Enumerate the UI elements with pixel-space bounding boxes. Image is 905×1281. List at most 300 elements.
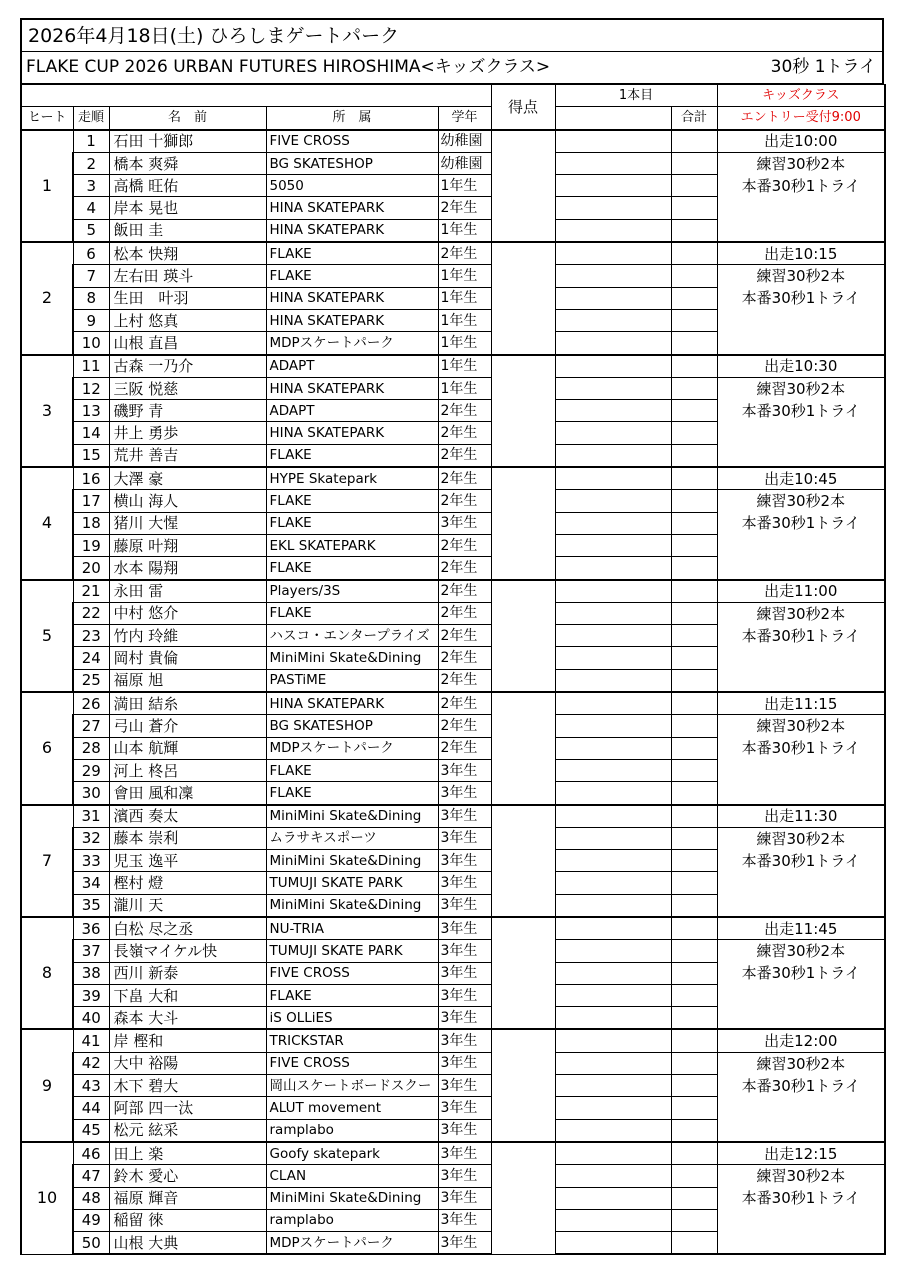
- heat-main-info: 本番30秒1トライ: [717, 1187, 885, 1209]
- rider-grade: 3年生: [438, 1075, 491, 1097]
- rider-order: 3: [73, 175, 109, 197]
- rider-club: MiniMini Skate&Dining: [266, 894, 438, 917]
- table-row: [21, 1075, 885, 1097]
- total-cell: [671, 894, 717, 917]
- rider-club: HINA SKATEPARK: [266, 377, 438, 399]
- total-cell: [671, 197, 717, 219]
- heat-practice-info: 練習30秒2本: [717, 377, 885, 399]
- table-row: [21, 377, 885, 399]
- heat-number: 10: [21, 1142, 73, 1254]
- rider-name: 橋本 爽舜: [109, 152, 266, 174]
- score-cell: [491, 355, 555, 467]
- rider-name: 高橋 旺佑: [109, 175, 266, 197]
- heat-note-blank: [717, 332, 885, 355]
- order-header: 走順: [73, 107, 109, 130]
- run1-score-cell: [555, 242, 671, 265]
- table-row: [21, 1029, 885, 1052]
- total-cell: [671, 512, 717, 534]
- rider-grade: 3年生: [438, 1232, 491, 1255]
- rider-name: 松本 快翔: [109, 242, 266, 265]
- rider-name: 田上 楽: [109, 1142, 266, 1165]
- rider-name: 瀧川 天: [109, 894, 266, 917]
- rider-name: 西川 新泰: [109, 962, 266, 984]
- run1-score-cell: [555, 130, 671, 153]
- rider-order: 11: [73, 355, 109, 378]
- run1-score-cell: [555, 1029, 671, 1052]
- event-title-row: [20, 52, 884, 84]
- total-cell: [671, 1165, 717, 1187]
- total-cell: [671, 940, 717, 962]
- run1-score-cell: [555, 625, 671, 647]
- rider-name: 弓山 蒼介: [109, 715, 266, 737]
- rider-order: 32: [73, 827, 109, 849]
- heat-note-blank: [717, 444, 885, 467]
- rider-club: HINA SKATEPARK: [266, 197, 438, 219]
- header-row-top: [21, 85, 885, 107]
- rider-grade: 3年生: [438, 940, 491, 962]
- rider-club: CLAN: [266, 1165, 438, 1187]
- run1-score-cell: [555, 1007, 671, 1030]
- heat-note-blank: [717, 669, 885, 692]
- rider-name: 福原 輝音: [109, 1187, 266, 1209]
- heat-number: 4: [21, 467, 73, 579]
- total-cell: [671, 625, 717, 647]
- rider-order: 47: [73, 1165, 109, 1187]
- run1-score-cell: [555, 737, 671, 759]
- total-cell: [671, 580, 717, 603]
- table-row: [21, 1232, 885, 1255]
- total-cell: [671, 1052, 717, 1074]
- heat-note-blank: [717, 1119, 885, 1142]
- heat-number: 2: [21, 242, 73, 354]
- rider-club: FLAKE: [266, 242, 438, 265]
- rider-club: FIVE CROSS: [266, 1052, 438, 1074]
- total-cell: [671, 152, 717, 174]
- score-cell: [491, 130, 555, 242]
- rider-club: iS OLLiES: [266, 1007, 438, 1030]
- table-row: [21, 175, 885, 197]
- rider-club: BG SKATESHOP: [266, 152, 438, 174]
- rider-name: 下畠 大和: [109, 984, 266, 1006]
- heat-number: 5: [21, 580, 73, 692]
- rider-club: MDPスケートパーク: [266, 737, 438, 759]
- rider-grade: 3年生: [438, 1142, 491, 1165]
- heat-start-time: 出走12:00: [717, 1029, 885, 1052]
- total-cell: [671, 1187, 717, 1209]
- run1-score-cell: [555, 265, 671, 287]
- rider-order: 31: [73, 805, 109, 828]
- heat-start-time: 出走11:15: [717, 692, 885, 715]
- score-cell: [491, 917, 555, 1029]
- rider-club: FIVE CROSS: [266, 130, 438, 153]
- run1-score-cell: [555, 534, 671, 556]
- heat-note-blank: [717, 309, 885, 331]
- rider-grade: 2年生: [438, 580, 491, 603]
- score-cell: [491, 580, 555, 692]
- total-header: 合計: [671, 107, 717, 130]
- rider-grade: 3年生: [438, 827, 491, 849]
- run1-score-cell: [555, 715, 671, 737]
- header-row-bottom: [21, 107, 885, 130]
- run1-score-cell: [555, 805, 671, 828]
- rider-order: 15: [73, 444, 109, 467]
- total-cell: [671, 669, 717, 692]
- rider-grade: 1年生: [438, 377, 491, 399]
- table-row: [21, 219, 885, 242]
- run1-score-cell: [555, 1119, 671, 1142]
- heat-number: 1: [21, 130, 73, 242]
- table-row: [21, 782, 885, 805]
- rider-name: 福原 旭: [109, 669, 266, 692]
- rider-order: 29: [73, 759, 109, 781]
- rider-grade: 3年生: [438, 917, 491, 940]
- table-row: [21, 1187, 885, 1209]
- run1-header: 1本目: [555, 85, 717, 107]
- table-row: [21, 1007, 885, 1030]
- heat-practice-info: 練習30秒2本: [717, 265, 885, 287]
- rider-order: 17: [73, 490, 109, 512]
- rider-order: 22: [73, 602, 109, 624]
- heat-note-blank: [717, 534, 885, 556]
- rider-order: 34: [73, 872, 109, 894]
- rider-club: NU-TRIA: [266, 917, 438, 940]
- rider-grade: 3年生: [438, 1209, 491, 1231]
- run1-score-header: [555, 107, 671, 130]
- rider-order: 10: [73, 332, 109, 355]
- rider-club: Goofy skatepark: [266, 1142, 438, 1165]
- heat-practice-info: 練習30秒2本: [717, 602, 885, 624]
- run1-score-cell: [555, 782, 671, 805]
- total-cell: [671, 490, 717, 512]
- heat-note-blank: [717, 557, 885, 580]
- run1-score-cell: [555, 444, 671, 467]
- score-cell: [491, 467, 555, 579]
- rider-name: 岸本 晃也: [109, 197, 266, 219]
- heat-note-blank: [717, 984, 885, 1006]
- rider-order: 24: [73, 647, 109, 669]
- run1-score-cell: [555, 894, 671, 917]
- table-row: [21, 557, 885, 580]
- table-row: [21, 1142, 885, 1165]
- score-cell: [491, 692, 555, 804]
- run1-score-cell: [555, 827, 671, 849]
- rider-grade: 3年生: [438, 1165, 491, 1187]
- total-cell: [671, 1075, 717, 1097]
- score-cell: [491, 242, 555, 354]
- rider-club: 岡山スケートボードスクー: [266, 1075, 438, 1097]
- run1-score-cell: [555, 467, 671, 490]
- rider-grade: 3年生: [438, 805, 491, 828]
- rider-grade: 3年生: [438, 850, 491, 872]
- table-row: [21, 647, 885, 669]
- run1-score-cell: [555, 872, 671, 894]
- table-row: [21, 1165, 885, 1187]
- rider-name: 樫村 燈: [109, 872, 266, 894]
- run1-score-cell: [555, 962, 671, 984]
- total-cell: [671, 962, 717, 984]
- rider-grade: 3年生: [438, 782, 491, 805]
- heat-note-blank: [717, 422, 885, 444]
- rider-club: HINA SKATEPARK: [266, 219, 438, 242]
- rider-order: 45: [73, 1119, 109, 1142]
- run1-score-cell: [555, 940, 671, 962]
- table-row: [21, 422, 885, 444]
- total-cell: [671, 444, 717, 467]
- total-cell: [671, 287, 717, 309]
- rider-name: 井上 勇歩: [109, 422, 266, 444]
- rider-order: 27: [73, 715, 109, 737]
- rider-order: 4: [73, 197, 109, 219]
- rider-club: MiniMini Skate&Dining: [266, 647, 438, 669]
- rider-order: 23: [73, 625, 109, 647]
- heat-start-time: 出走12:15: [717, 1142, 885, 1165]
- total-cell: [671, 647, 717, 669]
- rider-name: 松元 絃采: [109, 1119, 266, 1142]
- table-row: [21, 1097, 885, 1119]
- rider-club: ramplabo: [266, 1119, 438, 1142]
- total-cell: [671, 400, 717, 422]
- run1-score-cell: [555, 490, 671, 512]
- rider-order: 12: [73, 377, 109, 399]
- rider-grade: 3年生: [438, 1187, 491, 1209]
- heat-note-blank: [717, 759, 885, 781]
- heat-header: ヒート: [21, 107, 73, 130]
- table-row: [21, 805, 885, 828]
- run1-score-cell: [555, 1165, 671, 1187]
- rider-name: 上村 悠真: [109, 309, 266, 331]
- heat-main-info: 本番30秒1トライ: [717, 1075, 885, 1097]
- rider-club: MDPスケートパーク: [266, 1232, 438, 1255]
- table-row: [21, 309, 885, 331]
- total-cell: [671, 782, 717, 805]
- heat-note-blank: [717, 872, 885, 894]
- run1-score-cell: [555, 602, 671, 624]
- heat-start-time: 出走10:15: [717, 242, 885, 265]
- run1-score-cell: [555, 669, 671, 692]
- run1-score-cell: [555, 1209, 671, 1231]
- table-row: [21, 1052, 885, 1074]
- total-cell: [671, 377, 717, 399]
- total-cell: [671, 309, 717, 331]
- rider-order: 30: [73, 782, 109, 805]
- total-cell: [671, 242, 717, 265]
- rider-grade: 2年生: [438, 444, 491, 467]
- total-cell: [671, 984, 717, 1006]
- rider-club: HYPE Skatepark: [266, 467, 438, 490]
- rider-name: 稲留 徠: [109, 1209, 266, 1231]
- rider-name: 藤本 崇利: [109, 827, 266, 849]
- heat-start-time: 出走10:30: [717, 355, 885, 378]
- run1-score-cell: [555, 1097, 671, 1119]
- rider-order: 18: [73, 512, 109, 534]
- heat-main-info: 本番30秒1トライ: [717, 625, 885, 647]
- total-cell: [671, 422, 717, 444]
- rider-name: 山本 航輝: [109, 737, 266, 759]
- heat-number: 7: [21, 805, 73, 917]
- heat-main-info: 本番30秒1トライ: [717, 175, 885, 197]
- rider-club: MiniMini Skate&Dining: [266, 850, 438, 872]
- rider-grade: 3年生: [438, 962, 491, 984]
- rider-club: ADAPT: [266, 400, 438, 422]
- rider-order: 39: [73, 984, 109, 1006]
- rider-order: 20: [73, 557, 109, 580]
- rider-name: 古森 一乃介: [109, 355, 266, 378]
- heat-practice-info: 練習30秒2本: [717, 152, 885, 174]
- rider-order: 46: [73, 1142, 109, 1165]
- run1-score-cell: [555, 355, 671, 378]
- heat-main-info: 本番30秒1トライ: [717, 287, 885, 309]
- run1-score-cell: [555, 917, 671, 940]
- table-row: [21, 917, 885, 940]
- heat-note-blank: [717, 197, 885, 219]
- rider-club: HINA SKATEPARK: [266, 692, 438, 715]
- table-row: [21, 669, 885, 692]
- run1-score-cell: [555, 152, 671, 174]
- rider-order: 48: [73, 1187, 109, 1209]
- run1-score-cell: [555, 400, 671, 422]
- heat-note-blank: [717, 1209, 885, 1231]
- heat-practice-info: 練習30秒2本: [717, 490, 885, 512]
- heat-number: 3: [21, 355, 73, 467]
- rider-name: 山根 大典: [109, 1232, 266, 1255]
- rider-grade: 3年生: [438, 1029, 491, 1052]
- total-cell: [671, 557, 717, 580]
- total-cell: [671, 737, 717, 759]
- run1-score-cell: [555, 287, 671, 309]
- rider-name: 水本 陽翔: [109, 557, 266, 580]
- rider-order: 13: [73, 400, 109, 422]
- rider-order: 19: [73, 534, 109, 556]
- total-cell: [671, 1209, 717, 1231]
- rider-grade: 幼稚園: [438, 152, 491, 174]
- class-label: キッズクラス: [717, 85, 885, 107]
- rider-grade: 3年生: [438, 512, 491, 534]
- rider-grade: 2年生: [438, 557, 491, 580]
- rider-name: 岡村 貴倫: [109, 647, 266, 669]
- table-row: [21, 332, 885, 355]
- rider-club: FLAKE: [266, 602, 438, 624]
- rider-order: 9: [73, 309, 109, 331]
- total-cell: [671, 1029, 717, 1052]
- rider-order: 36: [73, 917, 109, 940]
- rider-grade: 3年生: [438, 984, 491, 1006]
- run1-score-cell: [555, 1232, 671, 1255]
- heat-start-time: 出走11:30: [717, 805, 885, 828]
- table-row: [21, 265, 885, 287]
- rider-grade: 1年生: [438, 355, 491, 378]
- run1-score-cell: [555, 512, 671, 534]
- total-cell: [671, 917, 717, 940]
- rider-name: 山根 直昌: [109, 332, 266, 355]
- rider-order: 42: [73, 1052, 109, 1074]
- header-blank: [21, 85, 491, 107]
- rider-order: 28: [73, 737, 109, 759]
- run1-score-cell: [555, 1142, 671, 1165]
- rider-order: 8: [73, 287, 109, 309]
- run1-score-cell: [555, 175, 671, 197]
- rider-name: 木下 碧大: [109, 1075, 266, 1097]
- rider-club: MDPスケートパーク: [266, 332, 438, 355]
- rider-order: 21: [73, 580, 109, 603]
- table-row: [21, 984, 885, 1006]
- table-row: [21, 467, 885, 490]
- run1-score-cell: [555, 332, 671, 355]
- rider-grade: 2年生: [438, 647, 491, 669]
- total-cell: [671, 805, 717, 828]
- table-row: [21, 197, 885, 219]
- total-cell: [671, 850, 717, 872]
- rider-order: 2: [73, 152, 109, 174]
- heat-note-blank: [717, 219, 885, 242]
- rider-club: FIVE CROSS: [266, 962, 438, 984]
- total-cell: [671, 175, 717, 197]
- grade-header: 学年: [438, 107, 491, 130]
- rider-order: 5: [73, 219, 109, 242]
- rider-name: 長嶺マイケル快: [109, 940, 266, 962]
- heat-practice-info: 練習30秒2本: [717, 715, 885, 737]
- rider-order: 43: [73, 1075, 109, 1097]
- heat-note-blank: [717, 1097, 885, 1119]
- rider-grade: 1年生: [438, 332, 491, 355]
- rider-club: HINA SKATEPARK: [266, 422, 438, 444]
- rider-grade: 2年生: [438, 625, 491, 647]
- table-row: [21, 737, 885, 759]
- run1-score-cell: [555, 557, 671, 580]
- rider-grade: 2年生: [438, 737, 491, 759]
- score-header: 得点: [491, 85, 555, 130]
- table-row: [21, 850, 885, 872]
- heat-note-blank: [717, 782, 885, 805]
- run1-score-cell: [555, 309, 671, 331]
- table-row: [21, 287, 885, 309]
- table-row: [21, 759, 885, 781]
- rider-grade: 3年生: [438, 759, 491, 781]
- rider-name: 生田 叶羽: [109, 287, 266, 309]
- table-row: [21, 444, 885, 467]
- rider-name: 満田 結糸: [109, 692, 266, 715]
- rider-name: 左右田 瑛斗: [109, 265, 266, 287]
- table-row: [21, 400, 885, 422]
- rider-club: BG SKATESHOP: [266, 715, 438, 737]
- heat-practice-info: 練習30秒2本: [717, 1165, 885, 1187]
- table-row: [21, 1119, 885, 1142]
- event-date-venue: 2026年4月18日(土) ひろしまゲートパーク: [20, 18, 884, 52]
- rider-grade: 1年生: [438, 219, 491, 242]
- rider-grade: 1年生: [438, 175, 491, 197]
- heat-note-blank: [717, 1232, 885, 1255]
- rider-club: 5050: [266, 175, 438, 197]
- rider-grade: 2年生: [438, 467, 491, 490]
- run1-score-cell: [555, 219, 671, 242]
- name-header: 名 前: [109, 107, 266, 130]
- total-cell: [671, 1007, 717, 1030]
- rider-grade: 2年生: [438, 490, 491, 512]
- rider-grade: 3年生: [438, 1052, 491, 1074]
- table-row: [21, 872, 885, 894]
- rider-name: 飯田 圭: [109, 219, 266, 242]
- rider-club: FLAKE: [266, 444, 438, 467]
- total-cell: [671, 759, 717, 781]
- heat-practice-info: 練習30秒2本: [717, 827, 885, 849]
- total-cell: [671, 219, 717, 242]
- heat-start-time: 出走11:00: [717, 580, 885, 603]
- rider-club: FLAKE: [266, 759, 438, 781]
- format-label: 30秒 1トライ: [770, 57, 876, 77]
- rider-name: 磯野 青: [109, 400, 266, 422]
- rider-grade: 1年生: [438, 265, 491, 287]
- rider-order: 37: [73, 940, 109, 962]
- total-cell: [671, 130, 717, 153]
